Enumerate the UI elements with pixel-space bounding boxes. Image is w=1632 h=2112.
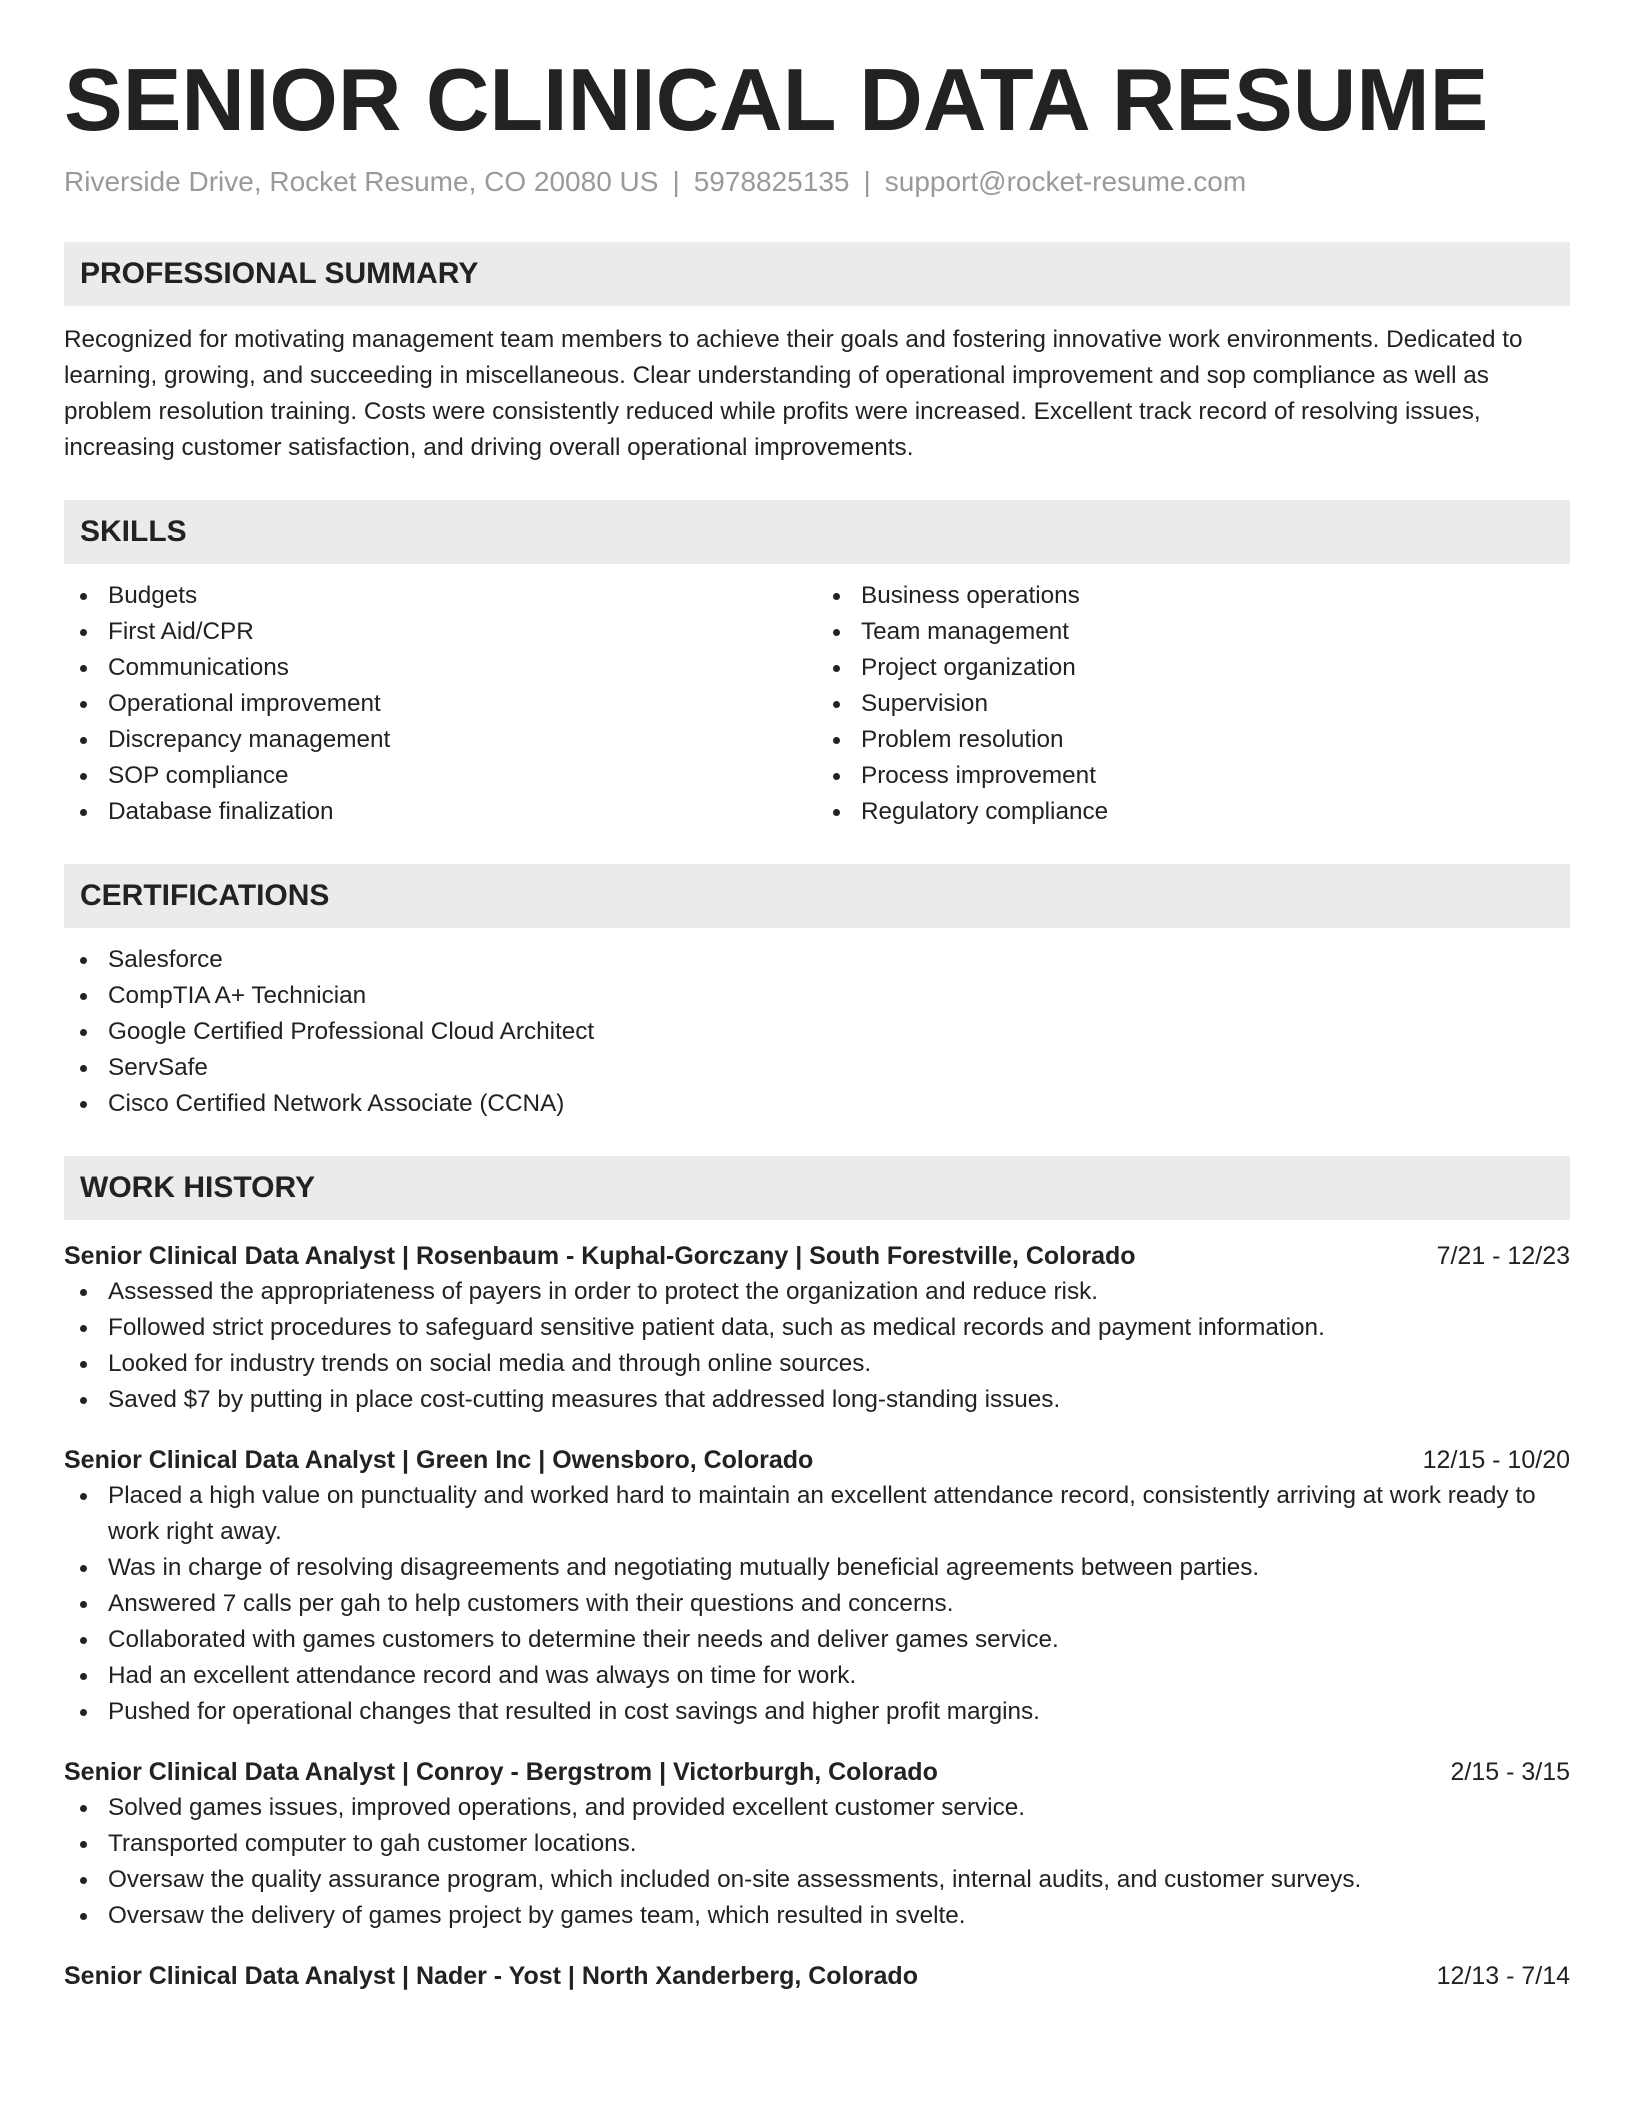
skills-section (64, 500, 1570, 830)
job-bullet: Was in charge of resolving disagreements and negotiating mutually beneficial agreements between parties. (64, 1550, 1570, 1586)
job-bullet: Oversaw the delivery of games project by games team, which resulted in svelte. (64, 1898, 1570, 1934)
job-header (64, 1958, 1570, 1994)
work-history-section (64, 1156, 1570, 1994)
contact-email: support@rocket-resume.com (884, 166, 1247, 197)
skill-item: Business operations (817, 578, 1570, 614)
job-bullet: Placed a high value on punctuality and worked hard to maintain an excellent attendance record, consistently arriving at work ready to work right away. (64, 1478, 1570, 1550)
job-bullet: Pushed for operational changes that resulted in cost savings and higher profit margins. (64, 1694, 1570, 1730)
skill-item: Problem resolution (817, 722, 1570, 758)
section-heading-work-history: WORK HISTORY (64, 1156, 1570, 1220)
job-entry (64, 1958, 1570, 1994)
skill-item: Budgets (64, 578, 817, 614)
skill-item: Team management (817, 614, 1570, 650)
job-bullet: Answered 7 calls per gah to help customers with their questions and concerns. (64, 1586, 1570, 1622)
certifications-section (64, 864, 1570, 1122)
contact-separator: | (672, 166, 680, 197)
skill-item: First Aid/CPR (64, 614, 817, 650)
skill-item: Communications (64, 650, 817, 686)
job-bullet: Oversaw the quality assurance program, which included on-site assessments, internal audits, and customer surveys. (64, 1862, 1570, 1898)
skill-item: Database finalization (64, 794, 817, 830)
skills-grid (64, 578, 1570, 830)
job-bullet: Saved $7 by putting in place cost-cutting measures that addressed long-standing issues. (64, 1382, 1570, 1418)
skill-item: Project organization (817, 650, 1570, 686)
certification-item: Cisco Certified Network Associate (CCNA) (64, 1086, 1570, 1122)
job-bullet: Looked for industry trends on social media and through online sources. (64, 1346, 1570, 1382)
certification-item: Google Certified Professional Cloud Architect (64, 1014, 1570, 1050)
section-heading-summary: PROFESSIONAL SUMMARY (64, 242, 1570, 306)
section-heading-certifications: CERTIFICATIONS (64, 864, 1570, 928)
job-title: Senior Clinical Data Analyst | Rosenbaum - Kuphal-Gorczany | South Forestville, Colorado (64, 1242, 1136, 1270)
skills-list-left (64, 578, 817, 830)
job-bullet: Solved games issues, improved operations, and provided excellent customer service. (64, 1790, 1570, 1826)
job-bullet: Had an excellent attendance record and was always on time for work. (64, 1658, 1570, 1694)
skill-item: Supervision (817, 686, 1570, 722)
contact-address: Riverside Drive, Rocket Resume, CO 20080 US (64, 166, 659, 197)
contact-separator: | (863, 166, 871, 197)
job-bullet: Followed strict procedures to safeguard sensitive patient data, such as medical records and payment information. (64, 1310, 1570, 1346)
skill-item: Operational improvement (64, 686, 817, 722)
summary-text: Recognized for motivating management team members to achieve their goals and fostering innovative work environments. Dedicated to learning, growing, and succeeding in miscellaneous. Clear understanding of operational improvement and sop compliance as well as problem resolution training. Costs were consistently reduced while profits were increased. Excellent track record of resolving issues, increasing customer satisfaction, and driving overall operational improvements. (64, 326, 1523, 461)
job-header (64, 1442, 1570, 1478)
skill-item: SOP compliance (64, 758, 817, 794)
certification-item: ServSafe (64, 1050, 1570, 1086)
job-title: Senior Clinical Data Analyst | Green Inc | Owensboro, Colorado (64, 1446, 814, 1474)
job-title: Senior Clinical Data Analyst | Nader - Yost | North Xanderberg, Colorado (64, 1962, 918, 1990)
summary-section (64, 242, 1570, 466)
job-header (64, 1238, 1570, 1274)
job-entry (64, 1754, 1570, 1934)
contact-line (64, 166, 1570, 198)
certification-item: CompTIA A+ Technician (64, 978, 1570, 1014)
job-dates: 2/15 - 3/15 (1450, 1758, 1570, 1786)
job-bullet: Transported computer to gah customer locations. (64, 1826, 1570, 1862)
job-bullet: Collaborated with games customers to determine their needs and deliver games service. (64, 1622, 1570, 1658)
job-bullets (64, 1478, 1570, 1730)
job-bullet: Assessed the appropriateness of payers in order to protect the organization and reduce risk. (64, 1274, 1570, 1310)
resume-title: SENIOR CLINICAL DATA RESUME (64, 50, 1489, 149)
skills-list-right (817, 578, 1570, 830)
section-heading-skills: SKILLS (64, 500, 1570, 564)
job-dates: 12/15 - 10/20 (1422, 1446, 1570, 1474)
contact-phone: 5978825135 (693, 166, 850, 197)
certification-item: Salesforce (64, 942, 1570, 978)
job-entry (64, 1442, 1570, 1730)
job-header (64, 1754, 1570, 1790)
job-bullets (64, 1790, 1570, 1934)
skill-item: Discrepancy management (64, 722, 817, 758)
certifications-list (64, 942, 1570, 1122)
skill-item: Regulatory compliance (817, 794, 1570, 830)
job-bullets (64, 1274, 1570, 1418)
job-dates: 7/21 - 12/23 (1436, 1242, 1570, 1270)
job-entry (64, 1238, 1570, 1418)
skill-item: Process improvement (817, 758, 1570, 794)
job-title: Senior Clinical Data Analyst | Conroy - Bergstrom | Victorburgh, Colorado (64, 1758, 938, 1786)
job-dates: 12/13 - 7/14 (1436, 1962, 1570, 1990)
